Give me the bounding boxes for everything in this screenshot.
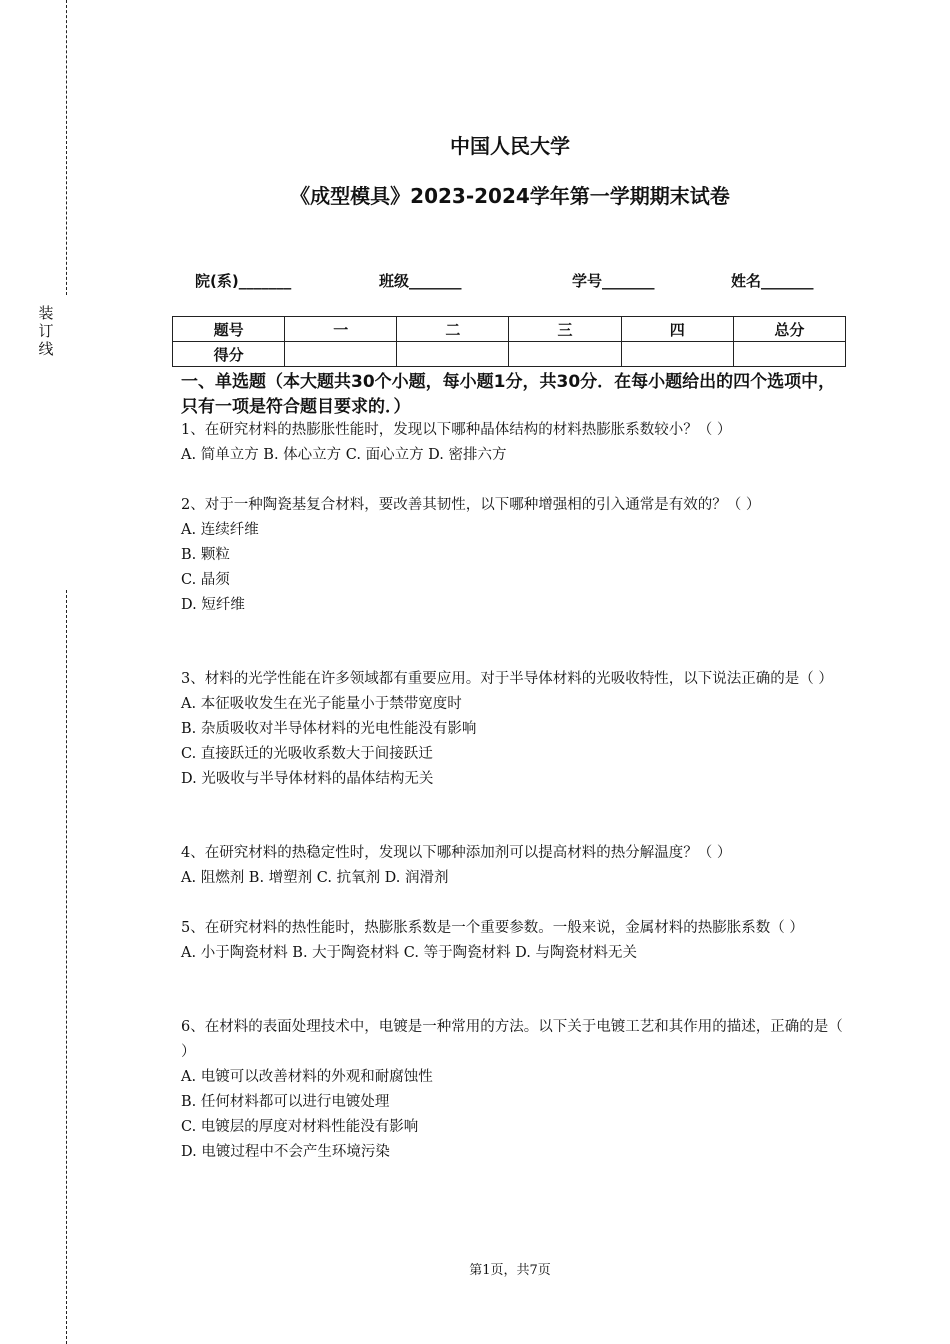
score-table bbox=[172, 316, 846, 367]
question-stem: 1、在研究材料的热膨胀性能时，发现以下哪种晶体结构的材料热膨胀系数较小？（ ） bbox=[181, 422, 732, 438]
question-4 bbox=[181, 841, 849, 891]
section-heading: 一、单选题（本大题共30个小题，每小题1分，共30分．在每小题给出的四个选项中，只有一项是符合题目要求的．） bbox=[181, 372, 836, 417]
binding-label bbox=[36, 304, 56, 358]
score-table-cell bbox=[621, 342, 733, 367]
score-table-score-row bbox=[173, 342, 846, 367]
score-table-cell bbox=[509, 342, 621, 367]
question-option: A. 阻燃剂 B. 增塑剂 C. 抗氧剂 D. 润滑剂 bbox=[181, 870, 449, 886]
question-option: C. 电镀层的厚度对材料性能没有影响 bbox=[181, 1119, 419, 1135]
question-stem: 4、在研究材料的热稳定性时，发现以下哪种添加剂可以提高材料的热分解温度？（ ） bbox=[181, 845, 732, 861]
info-name: 姓名_______ bbox=[731, 272, 814, 290]
question-option: A. 本征吸收发生在光子能量小于禁带宽度时 bbox=[181, 696, 462, 712]
binding-char: 订 bbox=[38, 322, 54, 340]
question-5 bbox=[181, 916, 849, 966]
question-option: A. 电镀可以改善材料的外观和耐腐蚀性 bbox=[181, 1069, 433, 1085]
university-title: 中国人民大学 bbox=[450, 134, 570, 158]
question-option: C. 直接跃迁的光吸收系数大于间接跃迁 bbox=[181, 746, 433, 762]
question-option: D. 电镀过程中不会产生环境污染 bbox=[181, 1144, 390, 1160]
info-department: 院(系)_______ bbox=[195, 272, 292, 290]
question-option: A. 连续纤维 bbox=[181, 522, 259, 538]
exam-title: 《成型模具》2023-2024学年第一学期期末试卷 bbox=[290, 184, 730, 208]
binding-line-bottom bbox=[66, 590, 67, 1344]
info-class: 班级_______ bbox=[379, 272, 462, 290]
score-table-cell: 三 bbox=[509, 317, 621, 342]
question-option: A. 小于陶瓷材料 B. 大于陶瓷材料 C. 等于陶瓷材料 D. 与陶瓷材料无关 bbox=[181, 945, 638, 961]
question-option: A. 简单立方 B. 体心立方 C. 面心立方 D. 密排六方 bbox=[181, 447, 507, 463]
question-3 bbox=[181, 667, 849, 792]
score-table-cell bbox=[733, 342, 845, 367]
page-number: 第1页，共7页 bbox=[469, 1263, 551, 1278]
question-option: D. 光吸收与半导体材料的晶体结构无关 bbox=[181, 771, 434, 787]
score-table-cell bbox=[397, 342, 509, 367]
question-1 bbox=[181, 418, 849, 468]
question-stem: 5、在研究材料的热性能时，热膨胀系数是一个重要参数。一般来说，金属材料的热膨胀系数（ ） bbox=[181, 920, 804, 936]
question-6 bbox=[181, 1015, 849, 1165]
question-stem: 3、材料的光学性能在许多领域都有重要应用。对于半导体材料的光吸收特性，以下说法正确的是（ ） bbox=[181, 671, 833, 687]
score-table-cell: 总分 bbox=[733, 317, 845, 342]
info-student-id: 学号_______ bbox=[572, 272, 655, 290]
binding-char: 线 bbox=[38, 340, 54, 358]
score-table-cell: 得分 bbox=[173, 342, 285, 367]
score-table-header-row bbox=[173, 317, 846, 342]
binding-char: 装 bbox=[38, 304, 54, 322]
question-option: D. 短纤维 bbox=[181, 597, 245, 613]
score-table-cell: 二 bbox=[397, 317, 509, 342]
question-option: C. 晶须 bbox=[181, 572, 230, 588]
question-2 bbox=[181, 493, 849, 618]
score-table-cell: 一 bbox=[285, 317, 397, 342]
score-table-cell: 题号 bbox=[173, 317, 285, 342]
score-table-cell bbox=[285, 342, 397, 367]
score-table-cell: 四 bbox=[621, 317, 733, 342]
question-stem: 6、在材料的表面处理技术中，电镀是一种常用的方法。以下关于电镀工艺和其作用的描述，正确的是（ ） bbox=[181, 1019, 843, 1060]
question-stem: 2、对于一种陶瓷基复合材料，要改善其韧性，以下哪种增强相的引入通常是有效的？（ ） bbox=[181, 497, 761, 513]
question-option: B. 颗粒 bbox=[181, 547, 230, 563]
question-option: B. 杂质吸收对半导体材料的光电性能没有影响 bbox=[181, 721, 477, 737]
question-option: B. 任何材料都可以进行电镀处理 bbox=[181, 1094, 390, 1110]
